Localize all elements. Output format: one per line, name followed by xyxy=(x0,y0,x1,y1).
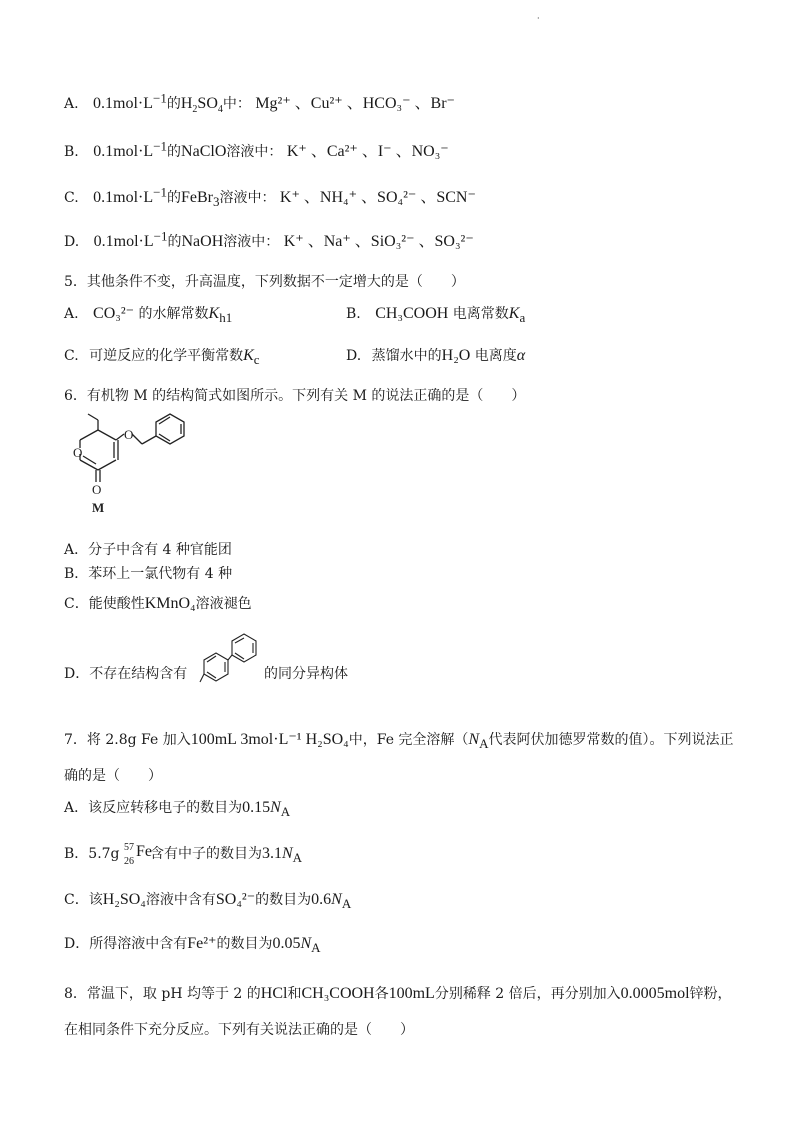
q4-a-ions: Mg²⁺ 、Cu²⁺ 、HCO₃⁻ 、Br⁻ xyxy=(255,95,455,112)
q5-option-d: D. 蒸馏水中的H₂O 电离度α xyxy=(346,347,526,364)
q5-stem: 5．其他条件不变，升高温度，下列数据不一定增大的是（ ） xyxy=(64,274,465,290)
q7-stem-line1: 7．将 2.8g Fe 加入100mL 3mol·L⁻¹ H₂SO₄中，Fe 完全溶解（$N_A$代表阿伏加德罗常数的值）。下列说法正 xyxy=(64,731,734,751)
q4-d-ions: K⁺ 、Na⁺ 、SiO₃²⁻ 、SO₃²⁻ xyxy=(283,233,474,250)
biphenyl-structure xyxy=(196,630,266,694)
q5-option-b: B. CH₃COOH 电离常数$K_a$ xyxy=(346,305,526,325)
ring-oxygen-label: O xyxy=(73,445,83,460)
q6-option-d: D．不存在结构含有 xyxy=(64,666,188,682)
q6-stem: 6．有机物 M 的结构简式如图所示。下列有关 M 的说法正确的是（ ） xyxy=(64,388,526,404)
q4-a-solvent: $H_2SO_4$ xyxy=(180,95,223,116)
q4-option-a: A. $0.1mol\cdot L^{-1}$的$H_2SO_4$中： Mg²⁺ 、Cu²⁺ 、HCO₃⁻ 、Br⁻ xyxy=(64,90,455,116)
q4-option-c: C. $0.1mol\cdot L^{-1}$的FeBr$_3$溶液中： K⁺ 、NH₄⁺ 、SO₄²⁻ 、SCN⁻ xyxy=(64,184,476,209)
iron-isotope: 57 26 Fe xyxy=(123,842,152,867)
molecule-m-structure xyxy=(58,412,208,518)
ether-oxygen-label: O xyxy=(124,427,134,442)
q6-option-c: C．能使酸性KMnO₄溶液褪色 xyxy=(64,595,252,612)
q7-option-d: D．所得溶液中含有Fe²⁺的数目为$0.05N_A$ xyxy=(64,935,321,955)
q4-b-ions: K⁺ 、Ca²⁺ 、I⁻ 、NO₃⁻ xyxy=(286,143,449,160)
q6-option-a: A．分子中含有 4 种官能团 xyxy=(64,542,232,558)
keto-oxygen-label: O xyxy=(92,482,102,497)
q8-stem-line2: 在相同条件下充分反应。下列有关说法正确的是（ ） xyxy=(64,1022,414,1038)
q4-option-d: D. $0.1mol\cdot L^{-1}$的NaOH溶液中： K⁺ 、Na⁺ 、SiO₃²⁻ 、SO₃²⁻ xyxy=(64,228,474,250)
q5-option-c: C. 可逆反应的化学平衡常数$K_c$ xyxy=(64,347,260,367)
corner-mark: · xyxy=(537,14,540,23)
q8-stem-line1: 8．常温下，取 pH 均等于 2 的HCl和CH₃COOH各100mL分别稀释 2 倍后，再分别加入0.0005mol锌粉， xyxy=(64,985,732,1002)
structure-label-m: M xyxy=(92,500,105,515)
q4-c-ions: K⁺ 、NH₄⁺ 、SO₄²⁻ 、SCN⁻ xyxy=(279,189,476,206)
q7-option-a: A．该反应转移电子的数目为$0.15N_A$ xyxy=(64,799,291,819)
q7-option-c: C．该H₂SO₄溶液中含有SO₄²⁻的数目为$0.6N_A$ xyxy=(64,891,352,911)
q5-option-a: A. CO₃²⁻ 的水解常数$K_{h1}$ xyxy=(64,305,233,325)
q4-option-b: B. $0.1mol\cdot L^{-1}$的NaClO溶液中： K⁺ 、Ca²⁺ 、I⁻ 、NO₃⁻ xyxy=(64,138,449,160)
q7-stem-line2: 确的是（ ） xyxy=(64,768,162,784)
q6-option-b: B．苯环上一氯代物有 4 种 xyxy=(64,566,233,582)
q7-option-b: B．5.7g 57 26 Fe 含有中子的数目为$3.1N_A$ xyxy=(64,842,303,867)
q6-option-d-tail: 的同分异构体 xyxy=(264,666,348,682)
